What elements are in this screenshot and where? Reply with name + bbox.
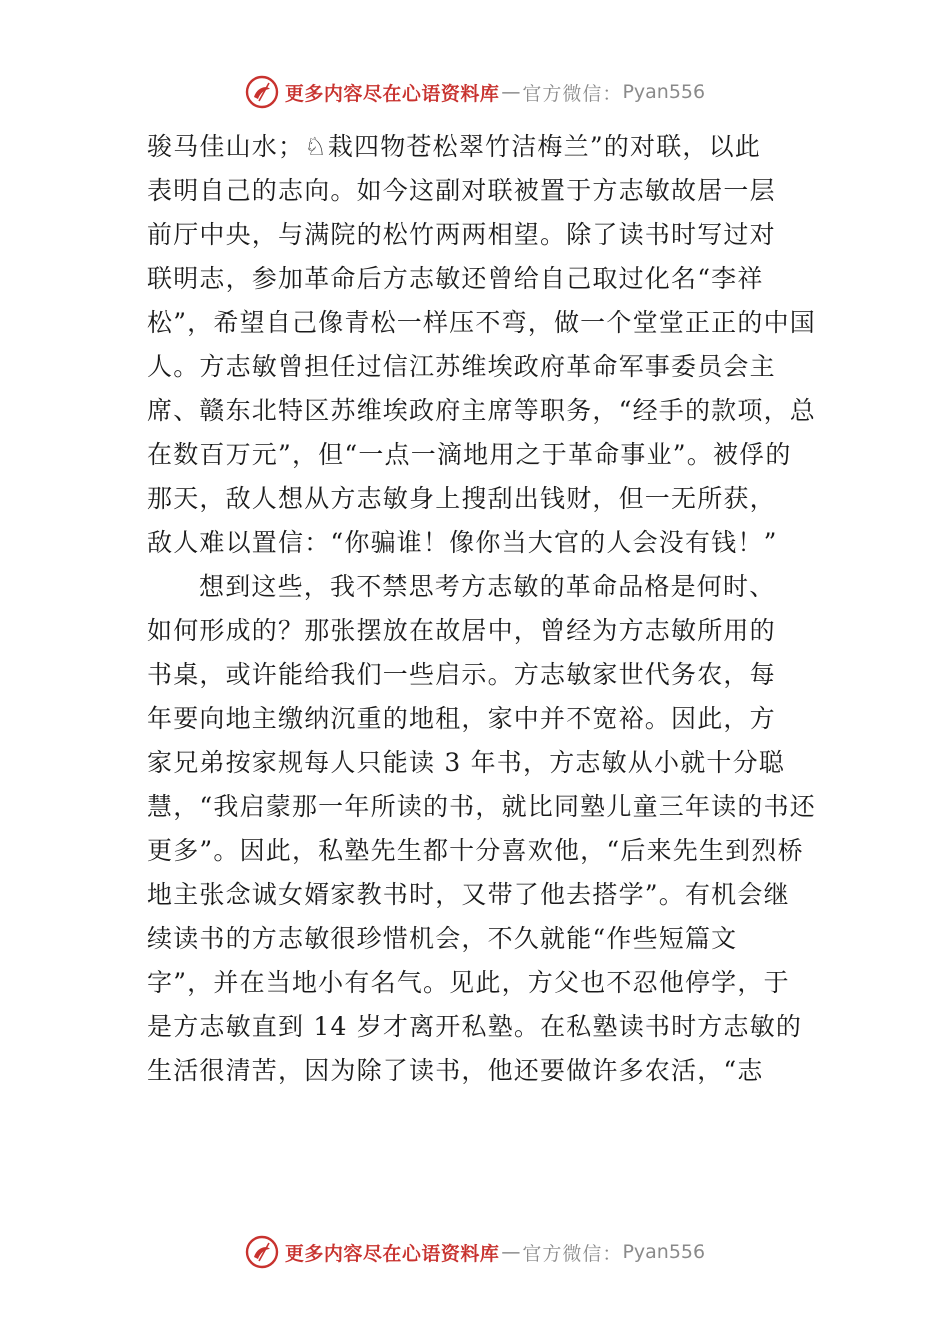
body-line: 联明志，参加革命后方志敏还曾给自己取过化名“李祥: [147, 264, 764, 293]
body-line: 在数百万元”，但“一点一滴地用之于革命事业”。被俘的: [147, 440, 792, 469]
body-line: 是方志敏直到 14 岁才离开私塾。在私塾读书时方志敏的: [147, 1012, 803, 1041]
body-line: 生活很清苦，因为除了读书，他还要做许多农活，“志: [147, 1056, 764, 1085]
body-line: 那天，敌人想从方志敏身上搜刮出钱财，但一无所获，: [147, 484, 776, 513]
body-line: 年要向地主缴纳沉重的地租，家中并不宽裕。因此，方: [147, 704, 776, 733]
footer-wechat-label: 官方微信：: [522, 1242, 623, 1265]
footer-separator: —: [501, 1241, 521, 1263]
body-line: 席、赣东北特区苏维埃政府主席等职务，“经手的款项，总: [147, 396, 816, 425]
body-line: 续读书的方志敏很珍惜机会，不久就能“作些短篇文: [147, 924, 738, 953]
header-wechat-account: Pyan556: [622, 81, 706, 103]
brand-logo-icon: [245, 75, 279, 109]
header-banner: [0, 72, 950, 112]
body-line: 前厅中央，与满院的松竹两两相望。除了读书时写过对: [147, 220, 776, 249]
body-line: 书桌，或许能给我们一些启示。方志敏家世代务农，每: [147, 660, 776, 689]
footer-wechat-account: Pyan556: [622, 1241, 706, 1263]
article-body: [147, 125, 827, 1093]
body-line: 如何形成的？那张摆放在故居中，曾经为方志敏所用的: [147, 616, 776, 645]
footer-banner: [0, 1232, 950, 1272]
header-brand-text: 更多内容尽在心语资料库: [284, 82, 500, 105]
body-line: 人。方志敏曾担任过信江苏维埃政府革命军事委员会主: [147, 352, 776, 381]
footer-brand-text: 更多内容尽在心语资料库: [284, 1242, 500, 1265]
brand-logo-icon: [245, 1235, 279, 1269]
body-line: 字”，并在当地小有名气。见此，方父也不忍他停学，于: [147, 968, 790, 997]
body-line: 表明自己的志向。如今这副对联被置于方志敏故居一层: [147, 176, 776, 205]
body-line: 松”，希望自己像青松一样压不弯，做一个堂堂正正的中国: [147, 308, 816, 337]
body-line: 地主张念诚女婿家教书时，又带了他去搭学”。有机会继: [147, 880, 790, 909]
header-wechat-label: 官方微信：: [522, 82, 623, 105]
body-line: 慧，“我启蒙那一年所读的书，就比同塾儿童三年读的书还: [147, 792, 816, 821]
body-line: 家兄弟按家规每人只能读 3 年书，方志敏从小就十分聪: [147, 748, 786, 777]
body-line: 敌人难以置信：“你骗谁！像你当大官的人会没有钱！”: [147, 528, 778, 557]
paragraph-start-line: 想到这些，我不禁思考方志敏的革命品格是何时、: [199, 572, 776, 601]
header-separator: —: [501, 81, 521, 103]
body-line: 更多”。因此，私塾先生都十分喜欢他，“后来先生到烈桥: [147, 836, 804, 865]
body-line: 骏马佳山水；♘栽四物苍松翠竹洁梅兰”的对联，以此: [147, 132, 761, 161]
